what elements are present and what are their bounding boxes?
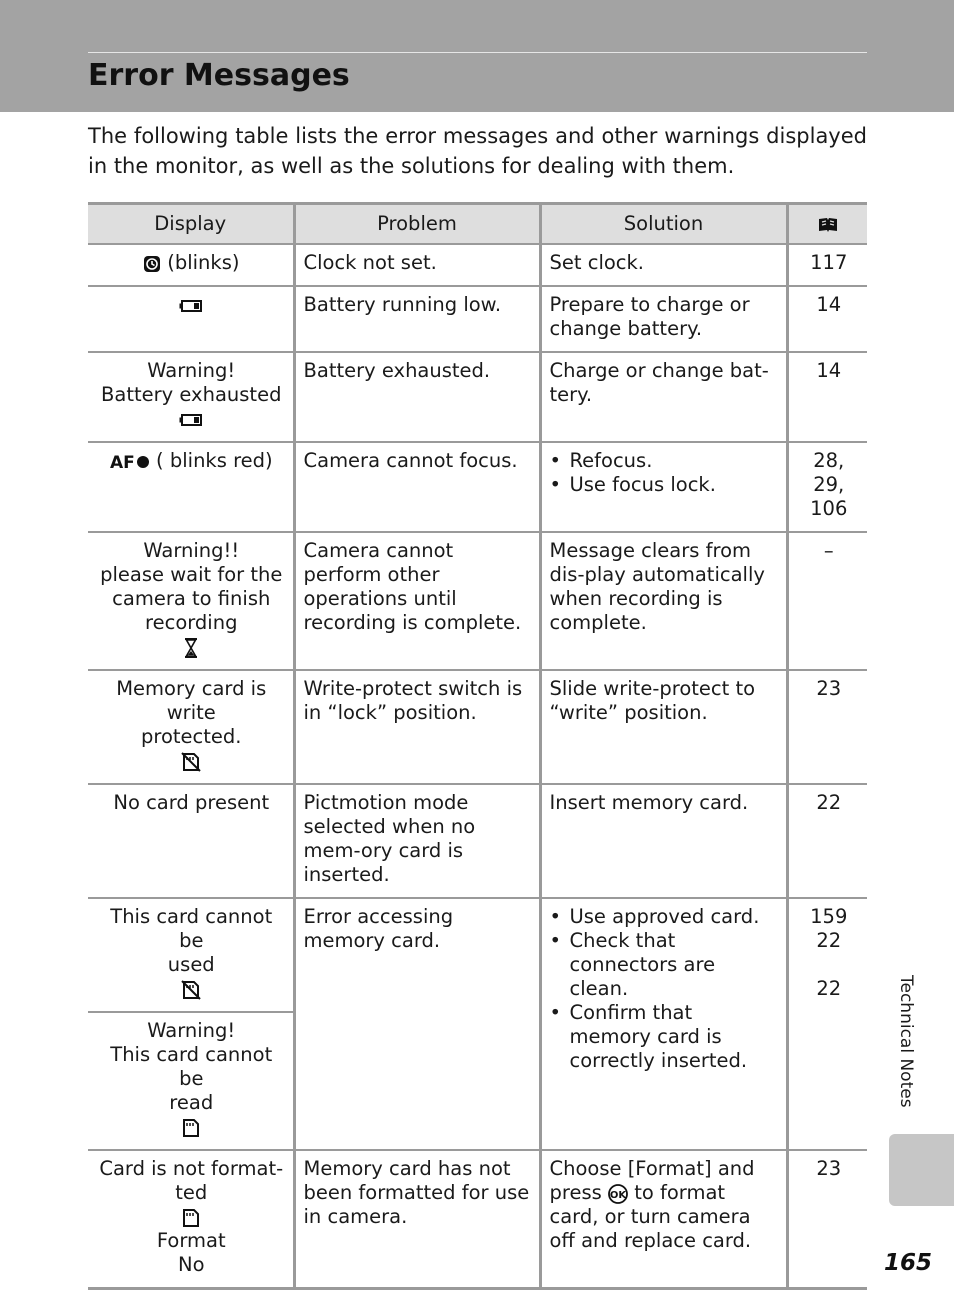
ok-button-icon xyxy=(608,1184,628,1204)
problem-cell: Memory card has not been formatted for use in camera. xyxy=(294,1150,540,1289)
display-text: ted xyxy=(175,1181,208,1204)
solution-item: • Refocus. xyxy=(550,449,780,473)
table-row xyxy=(88,244,867,286)
display-cell xyxy=(88,1150,294,1289)
problem-cell: Battery running low. xyxy=(294,286,540,352)
display-text: please wait for the xyxy=(100,563,283,586)
display-text: Warning! xyxy=(147,359,236,382)
card-protected-icon xyxy=(181,980,201,1000)
table-header-row xyxy=(88,204,867,245)
solution-text: to format card, or turn camera off and replace card. xyxy=(549,1181,752,1252)
solution-item: • Check that connectors are clean. xyxy=(550,929,780,1001)
table-row xyxy=(88,442,867,532)
clock-icon xyxy=(143,255,161,273)
display-cell xyxy=(88,442,294,532)
display-text: protected. xyxy=(141,725,242,748)
solution-cell xyxy=(540,898,787,1150)
display-cell xyxy=(88,244,294,286)
card-protected-icon xyxy=(181,752,201,772)
table-row xyxy=(88,898,867,1012)
display-text: camera to finish xyxy=(112,587,271,610)
problem-cell: Camera cannot focus. xyxy=(294,442,540,532)
solution-item: • Use focus lock. xyxy=(550,473,780,497)
af-indicator-icon xyxy=(110,453,150,471)
page-ref: 159 xyxy=(810,905,848,928)
problem-cell: Write-protect switch is in “lock” position. xyxy=(294,670,540,784)
header-problem: Problem xyxy=(294,204,540,245)
header-rule xyxy=(88,52,867,53)
page-cell: 23 xyxy=(787,670,867,784)
svg-text:AF: AF xyxy=(109,452,135,471)
display-cell xyxy=(88,898,294,1012)
display-cell xyxy=(88,670,294,784)
page-number: 165 xyxy=(884,1250,933,1276)
solution-item: • Confirm that memory card is correctly inserted. xyxy=(550,1001,780,1073)
page-cell: – xyxy=(787,532,867,670)
table-row xyxy=(88,1150,867,1289)
display-cell xyxy=(88,532,294,670)
table-row xyxy=(88,286,867,352)
problem-cell: Error accessing memory card. xyxy=(294,898,540,1150)
hourglass-icon xyxy=(184,638,198,658)
display-text: read xyxy=(169,1091,214,1114)
table-row xyxy=(88,352,867,442)
intro-paragraph: The following table lists the error messages and other warnings displayed in the monitor, as well as the solutions for dealing with them. xyxy=(88,124,867,178)
page-cell xyxy=(787,898,867,1150)
solution-cell: Set clock. xyxy=(540,244,787,286)
solution-cell: Message clears from dis-play automatically when recording is complete. xyxy=(540,532,787,670)
display-text: This card cannot be xyxy=(110,905,273,952)
problem-cell: Battery exhausted. xyxy=(294,352,540,442)
display-cell xyxy=(88,286,294,352)
header-solution: Solution xyxy=(540,204,787,245)
display-cell xyxy=(88,784,294,898)
solution-item: • Use approved card. xyxy=(550,905,780,929)
display-text: Battery exhausted xyxy=(101,383,282,406)
page-ref: 22 xyxy=(816,977,842,1000)
display-text: (blinks) xyxy=(167,251,240,274)
battery-low-icon xyxy=(179,299,203,313)
problem-cell: Camera cannot perform other operations until recording is complete. xyxy=(294,532,540,670)
card-icon xyxy=(181,1118,201,1138)
header-page-reference xyxy=(787,204,867,245)
display-text: Card is not format- xyxy=(99,1157,284,1180)
page-cell: 28, 29, 106 xyxy=(787,442,867,532)
display-text: No xyxy=(177,1253,205,1276)
page-cell: 117 xyxy=(787,244,867,286)
display-text: used xyxy=(167,953,215,976)
display-text: Warning! xyxy=(147,1019,236,1042)
section-side-tab xyxy=(889,1134,954,1206)
display-cell xyxy=(88,352,294,442)
header-display: Display xyxy=(88,204,294,245)
error-messages-table xyxy=(88,202,867,1290)
page-ref: 22 xyxy=(816,929,842,952)
card-icon xyxy=(181,1208,201,1228)
solution-list xyxy=(550,905,780,1073)
svg-text:OK: OK xyxy=(609,1189,627,1201)
battery-low-icon xyxy=(179,413,203,427)
table-row xyxy=(88,670,867,784)
solution-cell: Insert memory card. xyxy=(540,784,787,898)
page-cell: 23 xyxy=(787,1150,867,1289)
table-row xyxy=(88,784,867,898)
page-cell: 22 xyxy=(787,784,867,898)
display-text: Warning!! xyxy=(143,539,240,562)
display-text: Format xyxy=(156,1229,226,1252)
page-cell: 14 xyxy=(787,352,867,442)
page-title: Error Messages xyxy=(88,58,350,93)
problem-cell: Clock not set. xyxy=(294,244,540,286)
solution-list xyxy=(550,449,780,497)
display-text: No card present xyxy=(113,791,270,814)
header-band xyxy=(0,0,954,112)
display-text: recording xyxy=(145,611,238,634)
display-text: ( blinks red) xyxy=(156,449,273,472)
display-cell xyxy=(88,1012,294,1150)
page-cell: 14 xyxy=(787,286,867,352)
solution-cell: Slide write-protect to “write” position. xyxy=(540,670,787,784)
section-side-label: Technical Notes xyxy=(896,975,916,1108)
problem-cell: Pictmotion mode selected when no mem-ory card is inserted. xyxy=(294,784,540,898)
page-ref-spacer xyxy=(797,953,862,977)
solution-text: Choose [Format] and press xyxy=(549,1157,755,1204)
solution-cell xyxy=(540,1150,787,1289)
solution-cell: Charge or change bat-tery. xyxy=(540,352,787,442)
solution-cell: Prepare to charge or change battery. xyxy=(540,286,787,352)
book-reference-icon xyxy=(818,216,838,234)
table-row xyxy=(88,532,867,670)
display-text: Memory card is write xyxy=(116,677,267,724)
display-text: This card cannot be xyxy=(110,1043,273,1090)
solution-cell xyxy=(540,442,787,532)
